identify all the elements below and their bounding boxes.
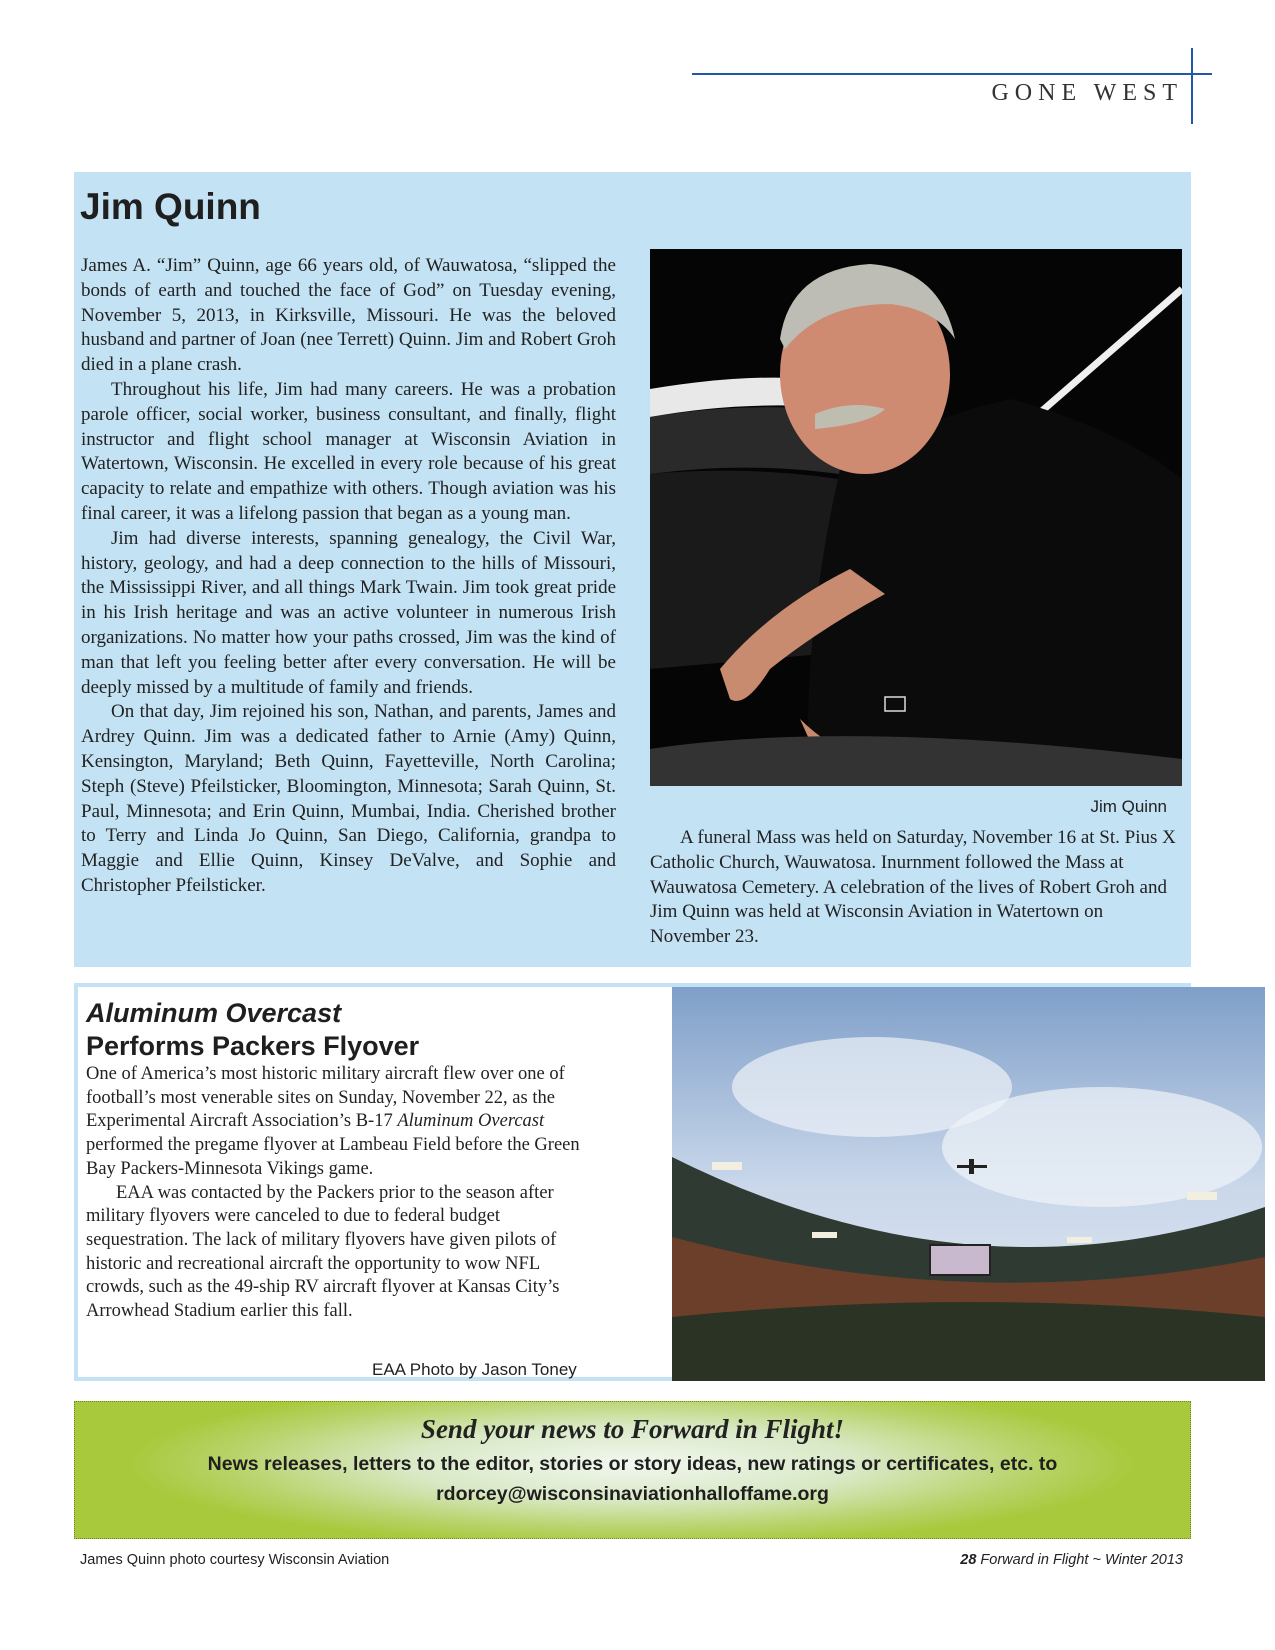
article-title-italic: Aluminum Overcast bbox=[86, 998, 342, 1028]
photo-credit: EAA Photo by Jason Toney bbox=[372, 1360, 577, 1379]
lambeau-flyover-photo bbox=[672, 987, 1265, 1381]
jim-quinn-photo bbox=[650, 249, 1182, 786]
flyover-article bbox=[74, 983, 1191, 1381]
article-body bbox=[86, 1063, 591, 1324]
article-paragraph: EAA was contacted by the Packers prior to the season after military flyovers were canceled to due to federal budget sequestration. The lack of military flyovers have given pilots of historic and recreational aircraft the opportunity to wow NFL crowds, such as the 49-ship RV aircraft flyover at Kansas City’s Arrowhead Stadium earlier this fall. bbox=[86, 1182, 560, 1322]
article-title-rest: Performs Packers Flyover bbox=[86, 1031, 420, 1061]
obituary-title: Jim Quinn bbox=[80, 186, 261, 227]
page-number: 28 bbox=[960, 1552, 977, 1568]
contact-email[interactable]: rdorcey@wisconsinaviationhalloffame.org bbox=[436, 1483, 829, 1505]
news-submission-banner bbox=[74, 1401, 1191, 1539]
photo-caption: Jim Quinn bbox=[1090, 797, 1167, 816]
photo-credit-footer: James Quinn photo courtesy Wisconsin Aviation bbox=[80, 1552, 390, 1568]
obituary-paragraph: Jim had diverse interests, spanning genealogy, the Civil War, history, geology, and had a deep connection to the hills of Missouri, the Mississippi River, and all things Mark Twain. Jim took great pride in his Irish heritage and was an active volunteer in numerous Irish organizations. No matter how your paths crossed, Jim was the kind of man that left you feeling better after every conversation. He will be deeply missed by a multitude of family and friends. bbox=[81, 527, 616, 698]
obituary-section bbox=[74, 172, 1191, 967]
page-footer bbox=[960, 1552, 1183, 1568]
obituary-paragraph: On that day, Jim rejoined his son, Nathan, and parents, James and Ardrey Quinn. Jim was a dedicated father to Arnie (Amy) Quinn, Kensington, Maryland; Beth Quinn, Fayetteville, North Carolina; Steph (Steve) Pfeilsticker, Bloomington, Minnesota; Sarah Quinn, St. Paul, Minnesota; and Erin Quinn, Mumbai, India. Cherished brother to Terry and Linda Jo Quinn, San Diego, California, grandpa to Maggie and Ellie Quinn, Kinsey DeValve, and Sophie and Christopher Pfeilsticker. bbox=[81, 701, 616, 896]
article-paragraph bbox=[86, 1063, 591, 1182]
banner-description: News releases, letters to the editor, stories or story ideas, new ratings or certificates, etc. to bbox=[207, 1453, 1058, 1475]
funeral-details bbox=[650, 826, 1180, 950]
portrait-image-icon bbox=[650, 249, 1182, 786]
stadium-image-icon bbox=[672, 987, 1265, 1381]
aircraft-name: Aluminum Overcast bbox=[397, 1111, 545, 1132]
obituary-paragraph: James A. “Jim” Quinn, age 66 years old, of Wauwatosa, “slipped the bonds of earth and touched the face of God” on Tuesday evening, November 5, 2013, in Kirksville, Missouri. He was the beloved husband and partner of Joan (nee Terrett) Quinn. Jim and Robert Groh died in a plane crash. bbox=[81, 255, 616, 376]
obituary-paragraph: Throughout his life, Jim had many careers. He was a probation parole officer, social worker, business consultant, and finally, flight instructor and flight school manager at Wisconsin Aviation in Watertown, Wisconsin. He excelled in every role because of his great capacity to relate and empathize with others. Though aviation was his final career, it was a lifelong passion that began as a young man. bbox=[81, 378, 616, 524]
publication-name: Forward in Flight ~ Winter 2013 bbox=[976, 1552, 1183, 1568]
header-rule bbox=[692, 73, 1212, 75]
article-title bbox=[86, 997, 419, 1063]
header-vertical-rule bbox=[1191, 48, 1193, 124]
banner-title: Send your news to Forward in Flight! bbox=[420, 1414, 845, 1444]
obituary-body bbox=[81, 254, 616, 899]
section-title: GONE WEST bbox=[991, 80, 1183, 106]
funeral-paragraph: A funeral Mass was held on Saturday, November 16 at St. Pius X Catholic Church, Wauwatosa. Inurnment followed the Mass at Wauwatosa Cemetery. A celebration of the lives of Robert Groh and Jim Quinn was held at Wisconsin Aviation in Watertown on November 23. bbox=[650, 827, 1176, 948]
text-span: One of America’s most historic military aircraft flew over one of football’s most venerable sites on Sunday, November 22, as the Experimental Aircraft Association’s B-17 bbox=[86, 1064, 565, 1132]
text-span: performed the pregame flyover at Lambeau Field before the Green Bay Packers-Minnesota Vikings game. bbox=[86, 1135, 580, 1179]
